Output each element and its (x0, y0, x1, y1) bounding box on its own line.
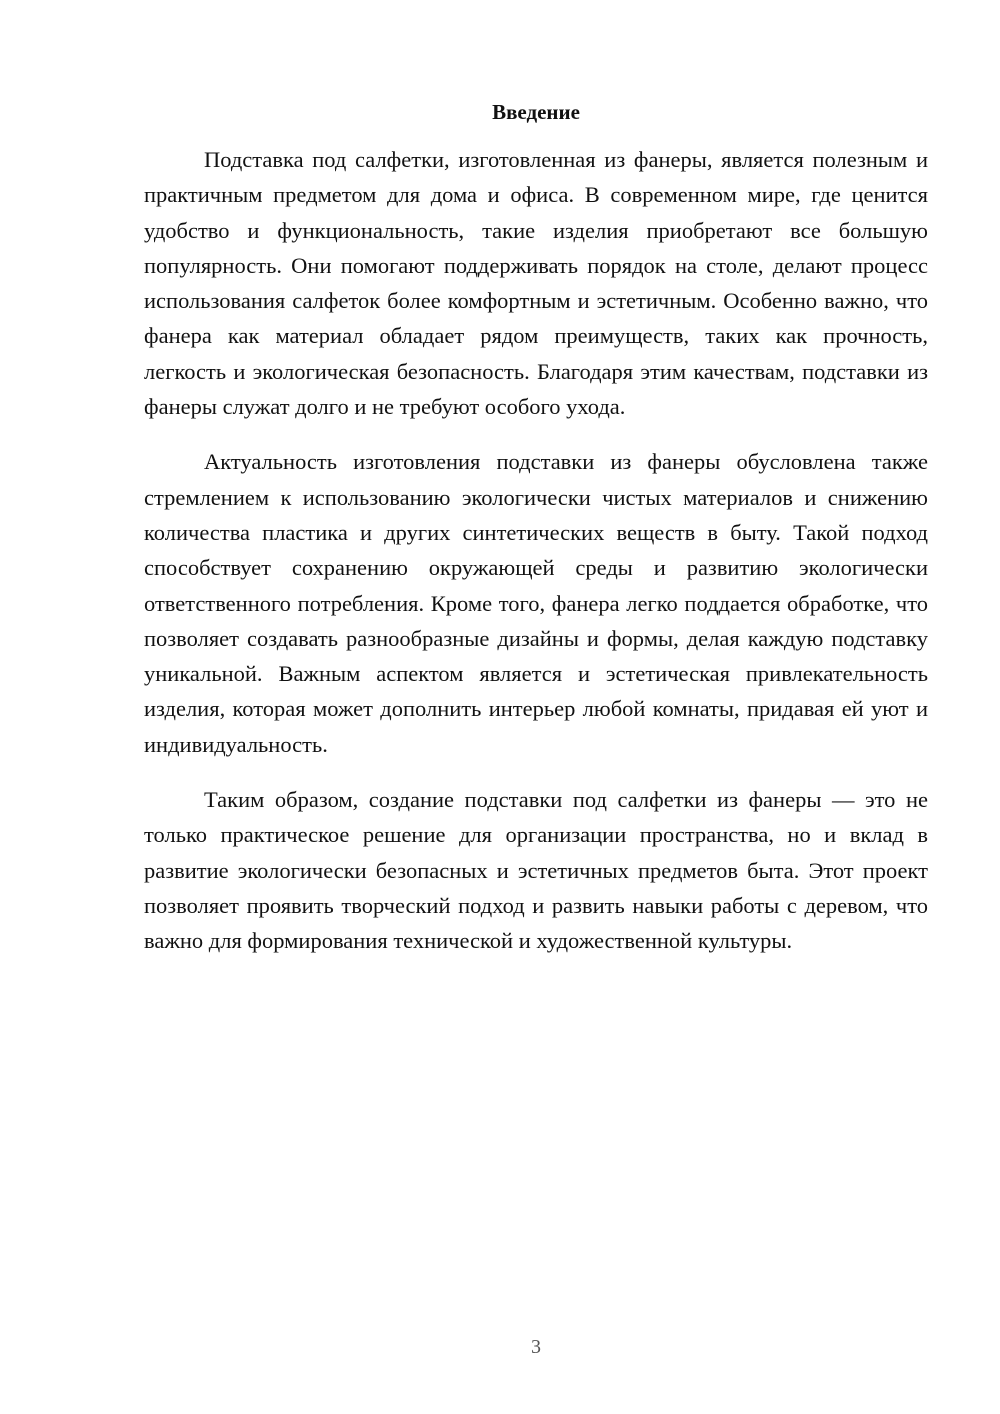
document-body (144, 142, 928, 979)
paragraph-1: Подставка под салфетки, изготовленная из фанеры, является полезным и практичным предметом для дома и офиса. В современном мире, где ценится удобство и функциональность, такие изделия приобретают все большую популярность. Они помогают поддерживать порядок на столе, делают процесс использования салфеток более комфортным и эстетичным. Особенно важно, что фанера как материал обладает рядом преимуществ, таких как прочность, легкость и экологическая безопасность. Благодаря этим качествам, подставки из фанеры служат долго и не требуют особого ухода. (144, 147, 928, 420)
page-title: Введение (492, 100, 580, 124)
page-number: 3 (531, 1336, 541, 1358)
paragraph-3: Таким образом, создание подставки под салфетки из фанеры — это не только практическое решение для организации пространства, но и вклад в развитие экологически безопасных и эстетичных предметов быта. Этот проект позволяет проявить творческий подход и развить навыки работы с деревом, что важно для формирования технической и художественной культуры. (144, 787, 928, 954)
paragraph-2: Актуальность изготовления подставки из фанеры обусловлена также стремлением к использованию экологически чистых материалов и снижению количества пластика и других синтетических веществ в быту. Такой подход способствует сохранению окружающей среды и развитию экологически ответственного потребления. Кроме того, фанера легко поддается обработке, что позволяет создавать разнообразные дизайны и формы, делая каждую подставку уникальной. Важным аспектом является и эстетическая привлекательность изделия, которая может дополнить интерьер любой комнаты, придавая ей уют и индивидуальность. (144, 449, 928, 757)
